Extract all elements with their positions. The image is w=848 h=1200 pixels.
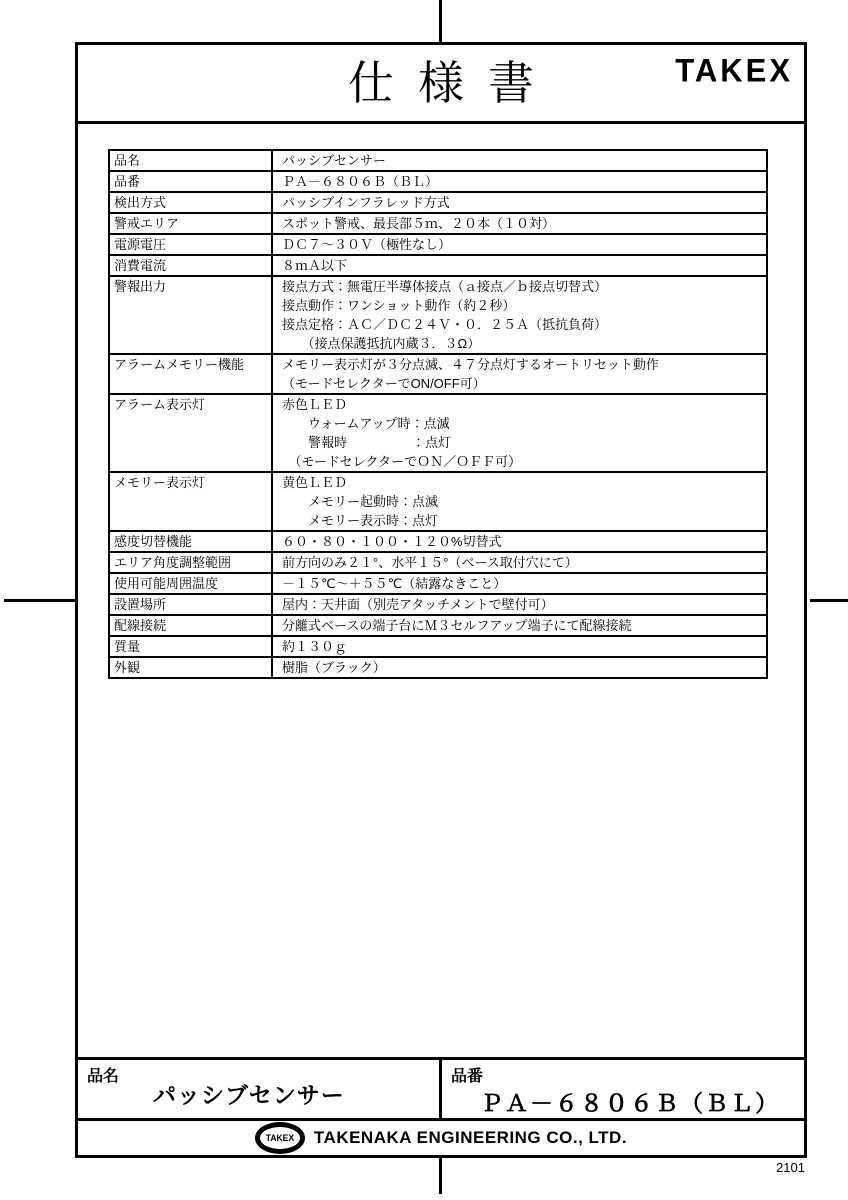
spec-label: 外観 bbox=[114, 660, 141, 675]
takex-logo-text: TAKEX bbox=[265, 1133, 295, 1143]
spec-value: スポット警戒、最長部５ｍ、２０本（１０対） bbox=[282, 216, 556, 231]
spec-value: パッシブセンサー bbox=[282, 153, 386, 168]
doc-number: 2101 bbox=[776, 1160, 805, 1175]
spec-value: ＰＡ－６８０６Ｂ（ＢＬ） bbox=[282, 174, 439, 189]
spec-value: （モードセレクターでＯＮ／ＯＦＦ可） bbox=[282, 454, 522, 469]
spec-label: 品番 bbox=[114, 174, 141, 189]
table-row bbox=[109, 150, 767, 171]
spec-label: 設置場所 bbox=[114, 597, 167, 612]
spec-label: 配線接続 bbox=[114, 618, 167, 633]
company-strip bbox=[78, 1118, 804, 1155]
crop-mark-right bbox=[810, 599, 848, 602]
table-row bbox=[109, 192, 767, 213]
spec-value: ＤＣ７～３０Ｖ（極性なし） bbox=[282, 237, 452, 252]
spec-value: パッシブインフラレッド方式 bbox=[282, 195, 450, 210]
footer-product-name-cell bbox=[78, 1060, 442, 1118]
table-row bbox=[109, 276, 767, 354]
spec-label: 検出方式 bbox=[114, 195, 167, 210]
footer-model-cell bbox=[442, 1060, 804, 1118]
spec-value: 黄色ＬＥＤ bbox=[282, 475, 348, 490]
spec-label: 消費電流 bbox=[114, 258, 167, 273]
spec-value: 接点方式：無電圧半導体接点（ａ接点／ｂ接点切替式） bbox=[282, 279, 608, 294]
takex-oval-logo-icon bbox=[255, 1122, 305, 1154]
model-label: 品番 bbox=[451, 1068, 484, 1085]
spec-value: 接点定格：ＡＣ／ＤＣ２４Ｖ・０．２５Ａ（抵抗負荷） bbox=[282, 317, 608, 332]
spec-label: 使用可能周囲温度 bbox=[114, 576, 219, 591]
spec-label: 電源電圧 bbox=[114, 237, 167, 252]
sheet-header bbox=[78, 45, 804, 124]
table-row bbox=[109, 234, 767, 255]
spec-label: 品名 bbox=[114, 153, 141, 168]
spec-value: （接点保護抵抗内蔵３．３Ω） bbox=[282, 336, 481, 351]
spec-value: ６０・８０・１００・１２０%切替式 bbox=[282, 534, 502, 549]
table-row bbox=[109, 472, 767, 531]
product-name-value: パッシブセンサー bbox=[153, 1082, 345, 1108]
spec-label: メモリー表示灯 bbox=[114, 475, 206, 490]
crop-mark-top bbox=[439, 0, 442, 45]
table-row bbox=[109, 615, 767, 636]
spec-label: アラーム表示灯 bbox=[114, 397, 206, 412]
table-row bbox=[109, 657, 767, 678]
table-row bbox=[109, 531, 767, 552]
product-name-label: 品名 bbox=[87, 1068, 120, 1085]
spec-value: 分離式ベースの端子台にＭ３セルフアップ端子にて配線接続 bbox=[282, 618, 632, 633]
spec-value: 警報時 ：点灯 bbox=[282, 435, 452, 450]
table-row bbox=[109, 354, 767, 394]
crop-mark-left bbox=[4, 599, 77, 602]
table-row bbox=[109, 213, 767, 234]
table-row bbox=[109, 573, 767, 594]
spec-value: ８ｍＡ以下 bbox=[282, 258, 348, 273]
table-row bbox=[109, 552, 767, 573]
model-value: ＰＡ－６８０６Ｂ（ＢＬ） bbox=[480, 1090, 780, 1116]
spec-sheet bbox=[75, 42, 807, 1158]
spec-value: 約１３０ｇ bbox=[282, 639, 348, 654]
spec-value: （モードセレクターでON/OFF可） bbox=[282, 376, 486, 391]
spec-value: 樹脂（ブラック） bbox=[282, 660, 386, 675]
spec-value: 屋内：天井面（別売アタッチメントで壁付可） bbox=[282, 597, 554, 612]
spec-label: 感度切替機能 bbox=[114, 534, 193, 549]
spec-label: 警報出力 bbox=[114, 279, 167, 294]
table-row bbox=[109, 594, 767, 615]
sheet-footer bbox=[78, 1057, 804, 1155]
spec-value: メモリー表示灯が３分点滅、４７分点灯するオートリセット動作 bbox=[282, 357, 659, 372]
crop-mark-bottom bbox=[439, 1157, 442, 1194]
spec-value: 前方向のみ２１°、水平１５°（ベース取付穴にて） bbox=[282, 555, 578, 570]
spec-value: －１５℃～＋５５℃（結露なきこと） bbox=[282, 576, 507, 591]
spec-table bbox=[108, 149, 768, 679]
spec-value: メモリー起動時：点滅 bbox=[282, 494, 439, 509]
takex-brand-logo: TAKEX bbox=[675, 52, 793, 89]
table-row bbox=[109, 255, 767, 276]
spec-label: アラームメモリー機能 bbox=[114, 357, 245, 372]
page-title: 仕様書 bbox=[348, 57, 558, 109]
spec-label: 質量 bbox=[114, 639, 141, 654]
spec-value: ウォームアップ時：点滅 bbox=[282, 416, 450, 431]
footer-id-row bbox=[78, 1060, 804, 1118]
spec-value: メモリー表示時：点灯 bbox=[282, 513, 439, 528]
spec-value: 赤色ＬＥＤ bbox=[282, 397, 348, 412]
table-row bbox=[109, 636, 767, 657]
company-name: TAKENAKA ENGINEERING CO., LTD. bbox=[313, 1128, 628, 1147]
spec-label: 警戒エリア bbox=[114, 216, 180, 231]
spec-value: 接点動作：ワンショット動作（約２秒） bbox=[282, 298, 516, 313]
spec-label: エリア角度調整範囲 bbox=[114, 555, 232, 570]
table-row bbox=[109, 394, 767, 472]
table-row bbox=[109, 171, 767, 192]
